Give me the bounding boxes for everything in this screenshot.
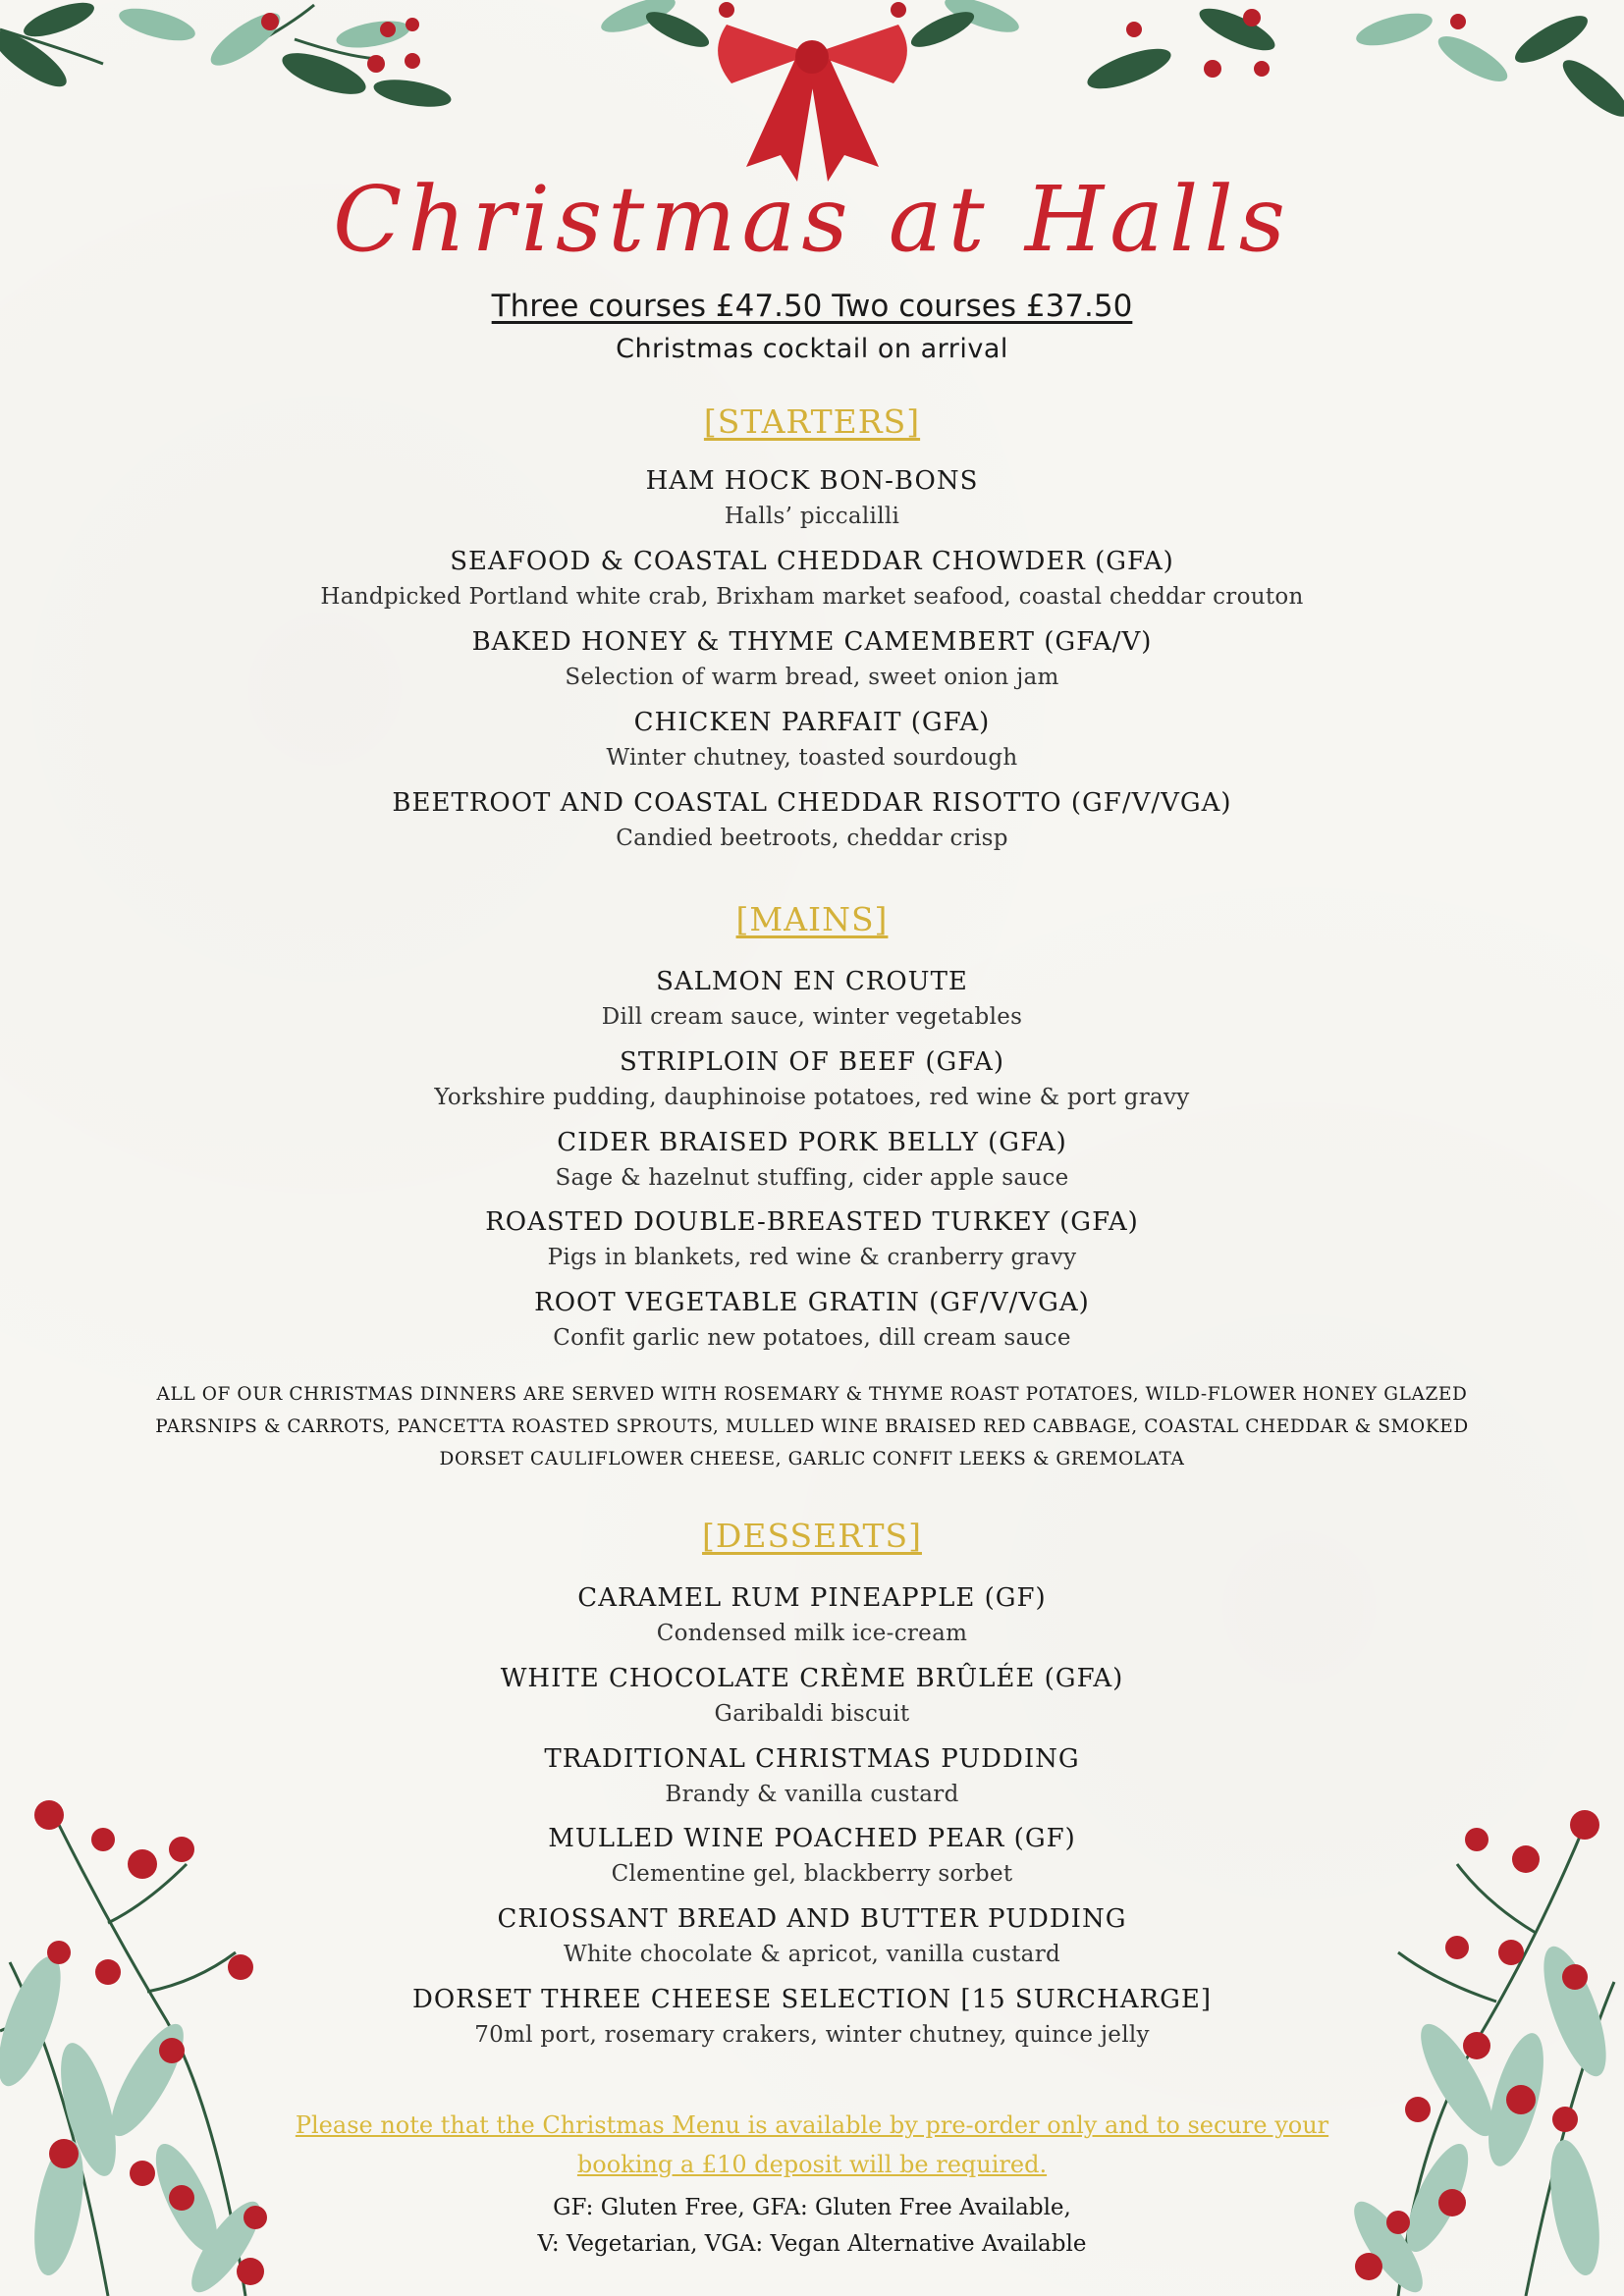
dish-item xyxy=(0,1663,1624,1728)
dish-name: SEAFOOD & COASTAL CHEDDAR CHOWDER (GFA) xyxy=(450,547,1174,576)
dish-name: TRADITIONAL CHRISTMAS PUDDING xyxy=(544,1744,1080,1774)
dish-description: Yorkshire pudding, dauphinoise potatoes, red wine & port gravy xyxy=(434,1085,1190,1110)
dish-description: Pigs in blankets, red wine & cranberry gravy xyxy=(547,1245,1077,1270)
dish-item xyxy=(0,1582,1624,1647)
dietary-key-line: GF: Gluten Free, GFA: Gluten Free Available, xyxy=(553,2195,1071,2220)
dish-name: MULLED WINE POACHED PEAR (GF) xyxy=(548,1824,1076,1853)
starters-heading: [STARTERS] xyxy=(703,402,921,441)
dish-item xyxy=(0,1287,1624,1352)
dish-item xyxy=(0,1743,1624,1808)
dish-description: Garibaldi biscuit xyxy=(714,1701,910,1727)
dish-description: Brandy & vanilla custard xyxy=(665,1782,959,1807)
dish-name: ROOT VEGETABLE GRATIN (GF/V/VGA) xyxy=(534,1288,1090,1317)
dish-item xyxy=(0,1823,1624,1888)
dish-description: Candied beetroots, cheddar crisp xyxy=(616,826,1008,851)
mains-heading: [MAINS] xyxy=(735,900,889,938)
dish-item xyxy=(0,1127,1624,1192)
dish-description: Condensed milk ice-cream xyxy=(656,1621,968,1646)
dish-name: BAKED HONEY & THYME CAMEMBERT (GFA/V) xyxy=(471,627,1153,657)
dish-item xyxy=(0,1984,1624,2049)
dish-name: CIDER BRAISED PORK BELLY (GFA) xyxy=(557,1128,1067,1157)
dish-name: ROASTED DOUBLE-BREASTED TURKEY (GFA) xyxy=(485,1207,1139,1237)
preorder-note: Please note that the Christmas Menu is available by pre-order only and to secure your booking a £10 deposit will be required. xyxy=(295,2111,1329,2178)
dish-description: Halls’ piccalilli xyxy=(724,504,900,529)
dish-description: 70ml port, rosemary crakers, winter chutney, quince jelly xyxy=(474,2022,1150,2048)
dish-name: SALMON EN CROUTE xyxy=(656,967,968,996)
desserts-heading: [DESSERTS] xyxy=(702,1517,922,1555)
dish-item xyxy=(0,1206,1624,1271)
dish-name: STRIPLOIN OF BEEF (GFA) xyxy=(620,1047,1004,1077)
dish-item xyxy=(0,966,1624,1031)
dish-item xyxy=(0,546,1624,611)
dish-name: DORSET THREE CHEESE SELECTION [15 SURCHARGE] xyxy=(411,1985,1212,2014)
dish-item xyxy=(0,787,1624,852)
dish-item xyxy=(0,465,1624,530)
dish-name: CARAMEL RUM PINEAPPLE (GF) xyxy=(577,1583,1047,1613)
dish-item xyxy=(0,1046,1624,1111)
dish-description: Winter chutney, toasted sourdough xyxy=(606,745,1018,771)
arrival-note: Christmas cocktail on arrival xyxy=(616,334,1008,364)
dish-description: Clementine gel, blackberry sorbet xyxy=(611,1861,1013,1887)
dish-item xyxy=(0,707,1624,772)
dish-name: CRIOSSANT BREAD AND BUTTER PUDDING xyxy=(497,1904,1127,1934)
dish-description: Selection of warm bread, sweet onion jam xyxy=(565,665,1059,690)
dish-description: Confit garlic new potatoes, dill cream sauce xyxy=(553,1325,1071,1351)
dietary-key-line: V: Vegetarian, VGA: Vegan Alternative Available xyxy=(537,2231,1087,2257)
dish-description: Dill cream sauce, winter vegetables xyxy=(601,1004,1023,1030)
dish-item xyxy=(0,626,1624,691)
sides-note: ALL OF OUR CHRISTMAS DINNERS ARE SERVED WITH ROSEMARY & THYME ROAST POTATOES, WILD-FLOWER HONEY GLAZED PARSNIPS & CARROTS, PANCETTA ROASTED SPROUTS, MULLED WINE BRAISED RED CABBAGE, COASTAL CHEDDAR & SMOKED DORSET CAULIFLOWER CHEESE, GARLIC CONFIT LEEKS & GREMOLATA xyxy=(155,1384,1469,1469)
menu-title: Christmas at Halls xyxy=(333,167,1291,272)
dish-name: BEETROOT AND COASTAL CHEDDAR RISOTTO (GF/V/VGA) xyxy=(392,788,1232,818)
dish-description: Sage & hazelnut stuffing, cider apple sauce xyxy=(555,1165,1069,1191)
price-line: Three courses £47.50 Two courses £37.50 xyxy=(491,289,1133,324)
dish-name: WHITE CHOCOLATE CRÈME BRÛLÉE (GFA) xyxy=(500,1664,1124,1693)
dish-description: White chocolate & apricot, vanilla custard xyxy=(563,1942,1061,1967)
dish-name: HAM HOCK BON-BONS xyxy=(645,466,979,496)
red-bow-icon xyxy=(718,25,907,182)
dish-item xyxy=(0,1903,1624,1968)
dish-name: CHICKEN PARFAIT (GFA) xyxy=(633,708,991,737)
dietary-key xyxy=(0,2190,1624,2263)
dish-description: Handpicked Portland white crab, Brixham market seafood, coastal cheddar crouton xyxy=(320,584,1304,610)
